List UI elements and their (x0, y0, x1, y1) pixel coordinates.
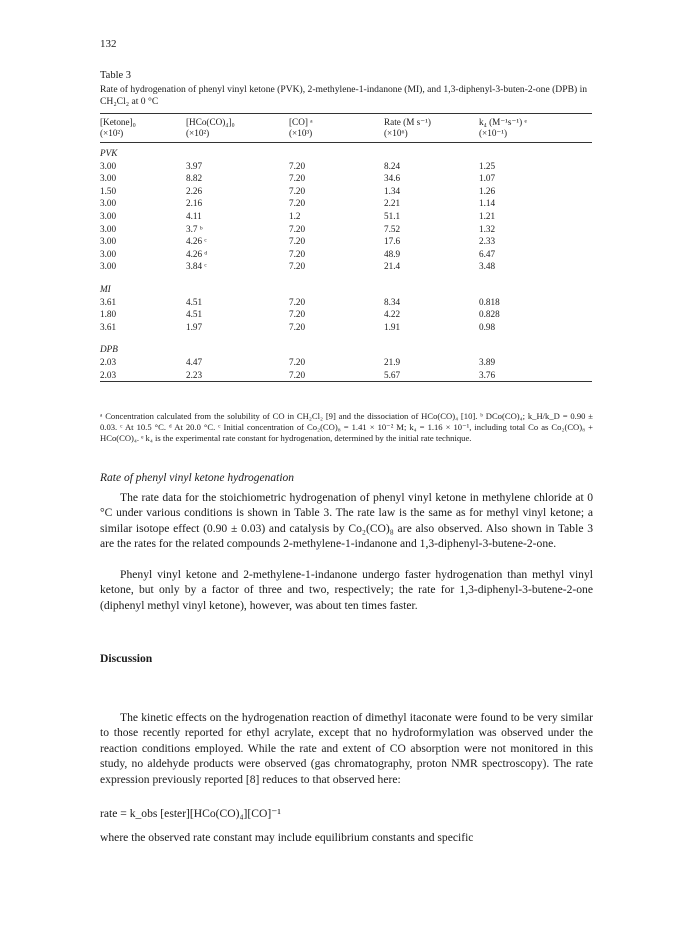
table-row (100, 235, 592, 248)
table-cell: 3.61 (100, 321, 117, 332)
table-cell: 1.2 (289, 210, 301, 221)
table-cell: 1.14 (479, 198, 496, 209)
rate-equation: rate = k_obs [ester][HCo(CO)₄][CO]⁻¹ (100, 807, 281, 820)
table-cell: 3.00 (100, 173, 117, 184)
data-table (100, 113, 592, 382)
table-cell: 2.03 (100, 356, 117, 367)
table-cell: 2.26 (186, 185, 203, 196)
table-cell: 4.51 (186, 296, 203, 307)
table-row (100, 296, 592, 309)
table-cell: 1.25 (479, 160, 496, 171)
group-label: PVK (100, 148, 118, 158)
table-row (100, 185, 592, 198)
page-number: 132 (100, 38, 117, 50)
table-cell: 2.21 (384, 198, 401, 209)
table-cell: 2.16 (186, 198, 203, 209)
table-cell: 1.21 (479, 210, 496, 221)
table-cell: 7.20 (289, 236, 306, 247)
table-cell: 3.61 (100, 296, 117, 307)
table-row (100, 321, 592, 334)
table-cell: 8.24 (384, 160, 401, 171)
discussion-heading: Discussion (100, 652, 153, 665)
table-cell: 3.00 (100, 223, 117, 234)
group-label: MI (100, 283, 111, 294)
table-cell: 0.98 (479, 321, 496, 332)
table-cell: 3.89 (479, 356, 496, 367)
table-cell: 3.00 (100, 236, 117, 247)
table-cell: 3.84 ᶜ (186, 261, 207, 272)
table-cell: 4.22 (384, 309, 401, 320)
table-cell: 7.20 (289, 296, 306, 307)
table-cell: 7.20 (289, 198, 306, 209)
table-cell: 7.52 (384, 223, 401, 234)
table-row (100, 223, 592, 236)
table-row (100, 369, 592, 382)
table-cell: 7.20 (289, 185, 306, 196)
table-cell: 1.32 (479, 223, 496, 234)
column-header: (×10³) (289, 128, 384, 143)
column-header: (×10⁻¹) (479, 128, 592, 143)
table-row (100, 172, 592, 185)
table-cell: 3.00 (100, 198, 117, 209)
table-cell: 3.7 ᵇ (186, 223, 203, 234)
table-cell: 4.51 (186, 309, 203, 320)
table-cell: 7.20 (289, 261, 306, 272)
table-cell: 48.9 (384, 248, 401, 259)
table-cell: 34.6 (384, 173, 401, 184)
table-cell: 1.91 (384, 321, 401, 332)
table-cell: 7.20 (289, 223, 306, 234)
paragraph: The rate data for the stoichiometric hydrogenation of phenyl vinyl ketone in methylene chloride at 0 °C under various conditions is shown in Table 3. The rate law is the same as for methyl vinyl ketone; a similar isotope effect (0.90 ± 0.03) and catalysis by Co₂(CO)₈ are also observed. Also shown in Table 3 are the rates for the related compounds 2-methylene-1-indanone and 1,3-diphenyl-3-butene-2-one. (100, 491, 593, 551)
column-header: (×10²) (100, 128, 186, 143)
table-cell: 7.20 (289, 309, 306, 320)
table-cell: 2.03 (100, 369, 186, 382)
column-header: [CO] ᵃ (289, 114, 384, 129)
table-cell: 3.97 (186, 160, 203, 171)
table-cell: 1.80 (100, 309, 117, 320)
table-cell: 8.82 (186, 173, 203, 184)
table-description: Rate of hydrogenation of phenyl vinyl ketone (PVK), 2-methylene-1-indanone (MI), and 1,3-diphenyl-3-buten-2-one (DPB) in CH₂Cl₂ at 0 °C (100, 84, 588, 107)
table-cell: 6.47 (479, 248, 496, 259)
table-cell: 2.23 (186, 369, 289, 382)
table-cell: 21.4 (384, 261, 401, 272)
section-heading: Rate of phenyl vinyl ketone hydrogenation (100, 472, 295, 484)
column-header: (×10⁶) (384, 128, 479, 143)
table-cell: 8.34 (384, 296, 401, 307)
group-label: DPB (100, 344, 118, 355)
column-header: [Ketone]₀ (100, 114, 186, 129)
table-row (100, 197, 592, 210)
table-cell: 0.828 (479, 309, 500, 320)
table-row (100, 248, 592, 261)
table-cell: 3.76 (479, 369, 592, 382)
column-header: (×10²) (186, 128, 289, 143)
table-cell: 0.818 (479, 296, 500, 307)
table-cell: 1.34 (384, 185, 401, 196)
table-cell: 4.26 ᶜ (186, 236, 207, 247)
table-row (100, 160, 592, 173)
table-cell: 1.07 (479, 173, 496, 184)
table-cell: 51.1 (384, 210, 401, 221)
table-cell: 7.20 (289, 248, 306, 259)
table-cell: 7.20 (289, 369, 384, 382)
table-cell: 2.33 (479, 236, 496, 247)
table-cell: 7.20 (289, 173, 306, 184)
table-cell: 3.00 (100, 248, 117, 259)
table-cell: 21.9 (384, 356, 401, 367)
paragraph: where the observed rate constant may include equilibrium constants and specific (100, 831, 474, 844)
table-cell: 3.00 (100, 160, 117, 171)
table-cell: 4.11 (186, 210, 202, 221)
column-header: Rate (M s⁻¹) (384, 114, 479, 129)
table-cell: 1.97 (186, 321, 203, 332)
table-row (100, 260, 592, 273)
paragraph: The kinetic effects on the hydrogenation reaction of dimethyl itaconate were found to be very similar to those recently reported for ethyl acrylate, except that no hydroformylation was observed under the reaction conditions employed. While the rate and extent of CO absorption were not monitored in this study, no aldehyde products were observed (gas chromatography, proton NMR spectroscopy). The rate expression previously reported [8] reduces to that observed here: (100, 711, 593, 786)
table-row (100, 308, 592, 321)
table-cell: 4.47 (186, 356, 203, 367)
table-cell: 3.48 (479, 261, 496, 272)
table-row (100, 210, 592, 223)
table-footnote: ᵃ Concentration calculated from the solubility of CO in CH₂Cl₂ [9] and the dissociation of HCo(CO)₄ [10]. ᵇ DCo(CO)₄; k_H/k_D = 0.90 ± 0.03. ᶜ At 10.5 °C. ᵈ At 20.0 °C. ᶜ Initial concentration of Co₂(CO)₈ = 1.41 × 10⁻² M; k₄ = 1.16 × 10⁻¹, including total Co as Co₂(CO)₈ + HCo(CO)₄. ᵉ k₄ is the experimental rate constant for hydrogenation, determined by the initial rate technique. (100, 411, 593, 444)
table-cell: 1.50 (100, 185, 117, 196)
table-cell: 1.26 (479, 185, 496, 196)
table-cell: 7.20 (289, 356, 306, 367)
table-cell: 7.20 (289, 160, 306, 171)
table-cell: 17.6 (384, 236, 401, 247)
column-header: [HCo(CO)₄]₀ (186, 114, 289, 129)
table-row (100, 356, 592, 369)
table-cell: 3.00 (100, 210, 117, 221)
table-cell: 4.26 ᵈ (186, 248, 208, 259)
column-header: k₄ (M⁻¹s⁻¹) ᵉ (479, 114, 592, 129)
table-cell: 5.67 (384, 369, 479, 382)
table-caption: Table 3 (100, 70, 132, 81)
paragraph: Phenyl vinyl ketone and 2-methylene-1-indanone undergo faster hydrogenation than methyl vinyl ketone, but only by a factor of three and two, respectively; the rate for 1,3-diphenyl-3-butene-2-one (diphenyl methyl vinyl ketone), however, was about ten times faster. (100, 568, 593, 612)
table-cell: 7.20 (289, 321, 306, 332)
table-cell: 3.00 (100, 261, 117, 272)
